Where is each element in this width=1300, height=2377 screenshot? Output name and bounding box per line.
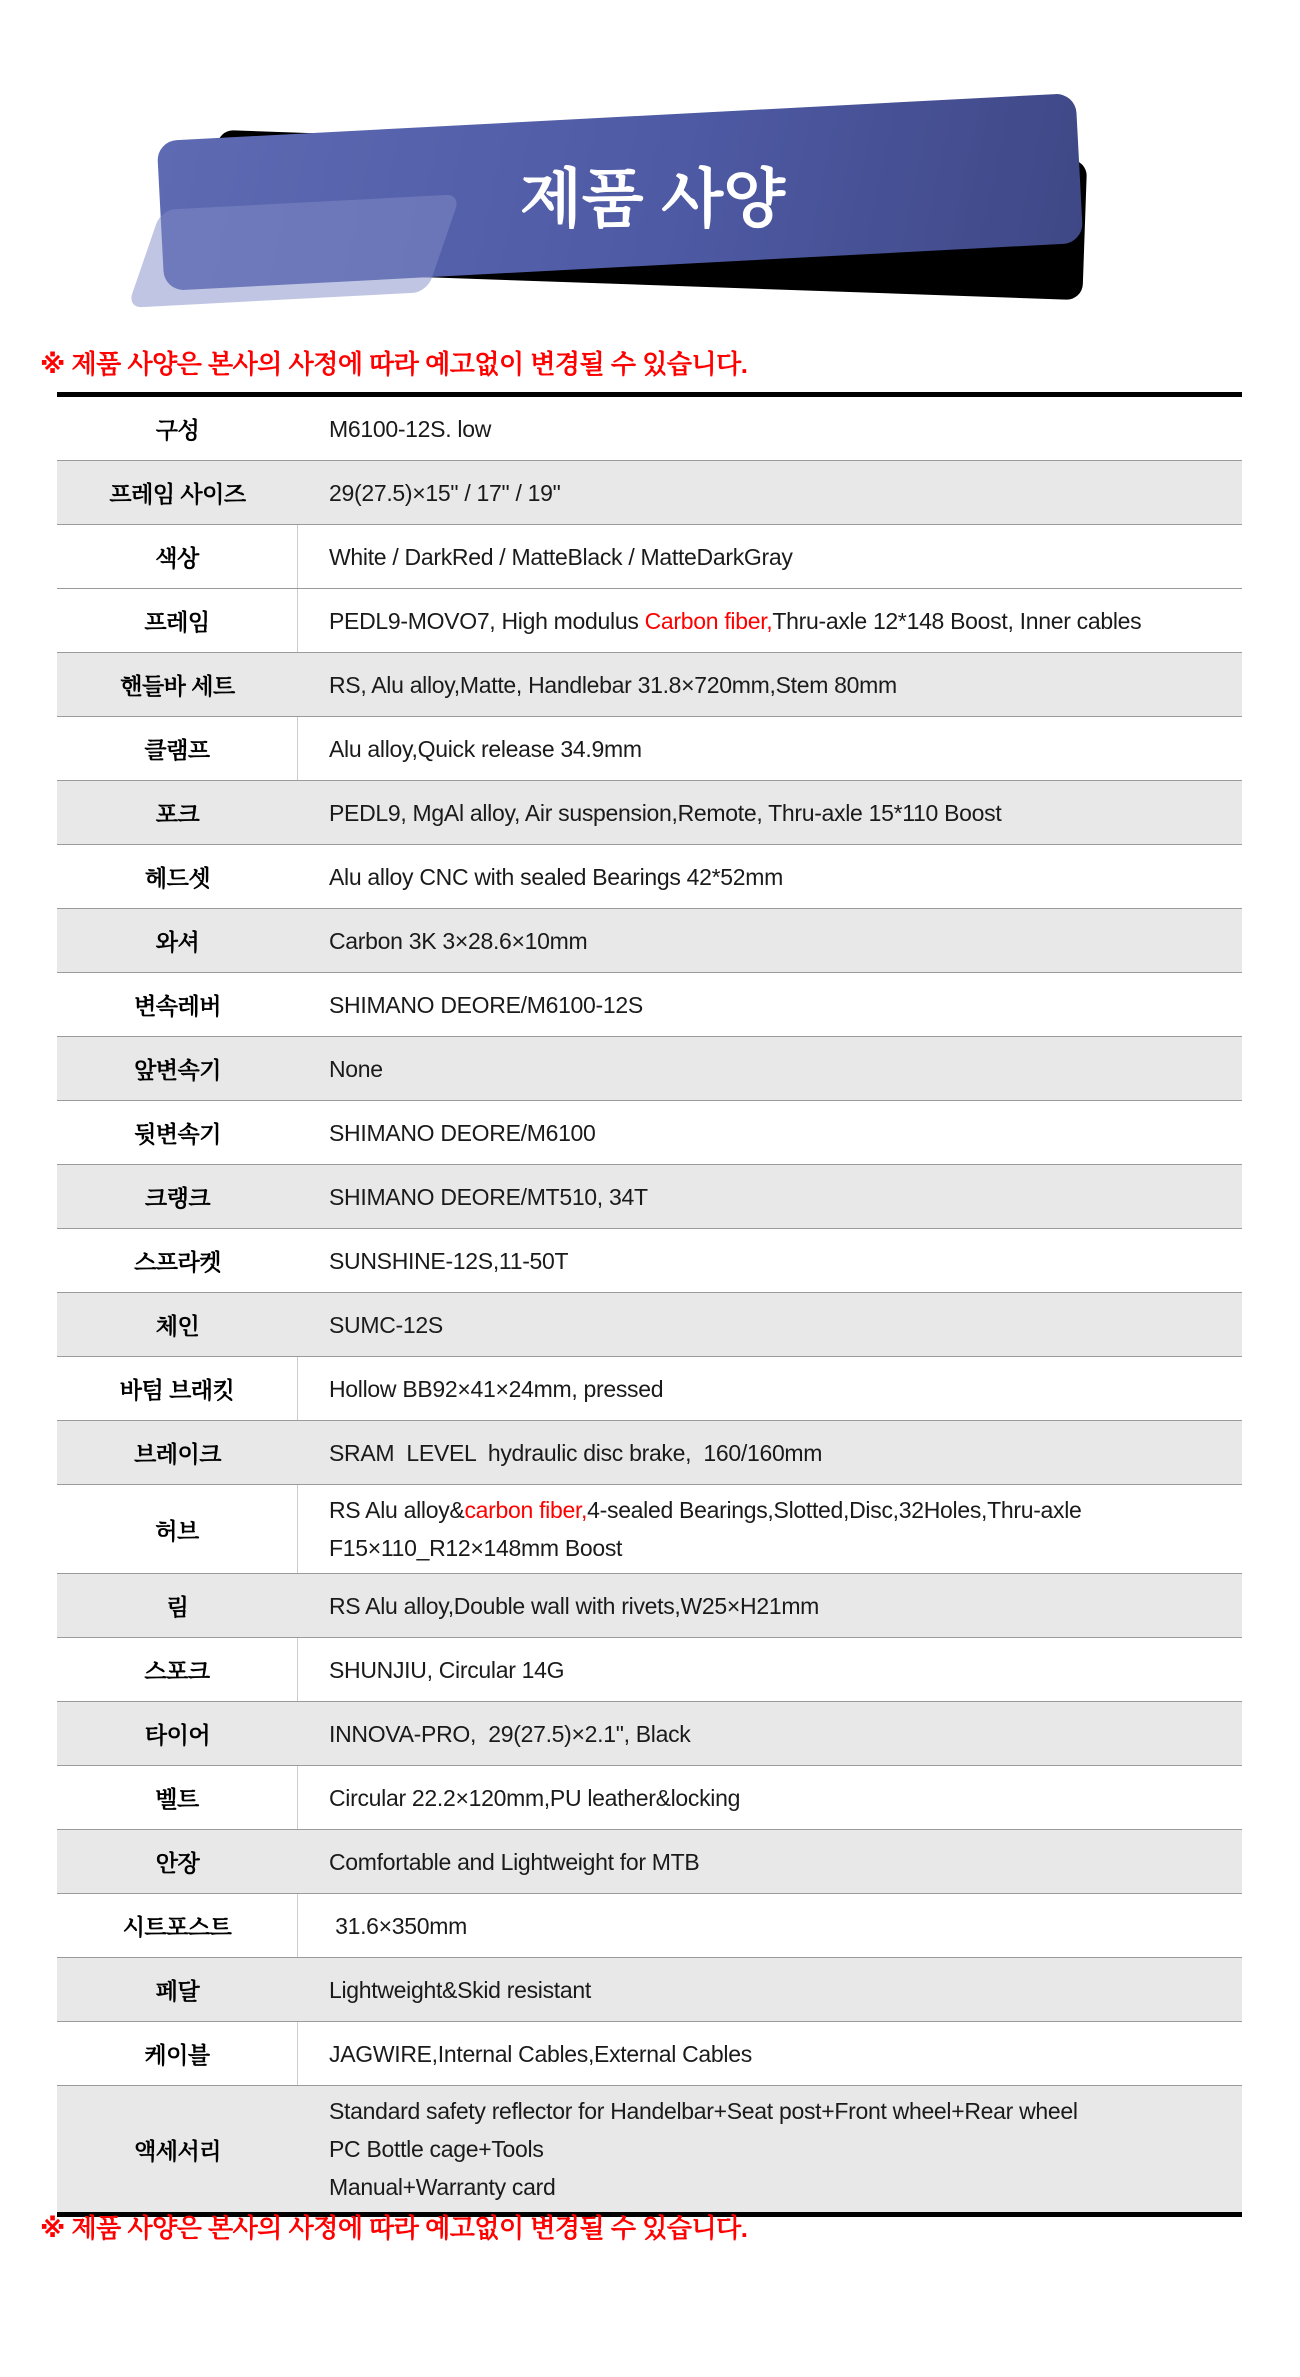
row-value-line: RS Alu alloy,Double wall with rivets,W25×H21mm [329,1592,820,1619]
row-value [298,1894,1242,1957]
table-row [57,1957,1242,2021]
row-value-line: SUNSHINE-12S,11-50T [329,1247,569,1274]
section-banner [150,105,1100,305]
row-label: 헤드셋 [144,865,211,891]
table-row [57,1701,1242,1765]
row-value [298,1293,1242,1356]
row-label: 체인 [155,1313,200,1339]
row-value [298,589,1242,652]
row-value-line: PEDL9-MOVO7, High modulus Carbon fiber,Thru-axle 12*148 Boost, Inner cables [329,607,1142,634]
row-label: 페달 [155,1978,200,2004]
row-value [298,1485,1242,1573]
table-row [57,1292,1242,1356]
row-value [298,2022,1242,2085]
row-label: 구성 [155,417,200,443]
row-label: 스포크 [57,1638,298,1701]
row-value-line: 31.6×350mm [329,1912,467,1939]
row-value [298,397,1242,460]
row-value-line: Carbon 3K 3×28.6×10mm [329,927,588,954]
row-value-line: SHUNJIU, Circular 14G [329,1656,565,1683]
row-value-line: SHIMANO DEORE/M6100 [329,1119,596,1146]
row-label: 프레임 [57,589,298,652]
row-value-line: PEDL9, MgAl alloy, Air suspension,Remote, Thru-axle 15*110 Boost [329,799,1002,826]
table-row [57,716,1242,780]
row-label: 포크 [155,801,200,827]
table-row [57,780,1242,844]
row-label: 안장 [155,1850,200,1876]
table-row [57,588,1242,652]
row-value-line: RS Alu alloy&carbon fiber,4-sealed Bearings,Slotted,Disc,32Holes,Thru-axle F15×110_R12×148mm Boost [329,1497,1088,1561]
row-label: 핸들바 세트 [120,673,235,699]
table-row [57,1573,1242,1637]
row-value [298,1766,1242,1829]
row-value-line: PC Bottle cage+Tools [329,2136,544,2162]
row-value-line: 29(27.5)×15" / 17" / 19" [329,479,561,506]
row-value [298,1165,1242,1228]
row-value [298,845,1242,908]
row-value-line: JAGWIRE,Internal Cables,External Cables [329,2040,752,2067]
spec-change-notice-bottom: ※ 제품 사양은 본사의 사정에 따라 예고없이 변경될 수 있습니다. [40,2213,748,2243]
row-value-line: White / DarkRed / MatteBlack / MatteDarkGray [329,543,793,570]
row-label: 클램프 [57,717,298,780]
row-label: 크랭크 [144,1185,211,1211]
table-row [57,1484,1242,1573]
row-value [298,1830,1242,1893]
row-label: 변속레버 [134,993,221,1019]
table-row [57,1420,1242,1484]
table-row [57,1100,1242,1164]
row-value [298,1037,1242,1100]
row-value [298,973,1242,1036]
row-value [298,1421,1242,1484]
row-label: 앞변속기 [134,1057,221,1083]
row-value-line: Manual+Warranty card [329,2174,556,2200]
row-label: 액세서리 [134,2137,221,2164]
row-label: 벨트 [57,1766,298,1829]
table-row [57,1637,1242,1701]
table-row [57,1164,1242,1228]
row-label: 색상 [57,525,298,588]
table-row [57,908,1242,972]
row-value-line: Alu alloy,Quick release 34.9mm [329,735,642,762]
row-label: 스프라켓 [134,1249,221,1275]
row-value [298,1574,1242,1637]
spec-table [57,392,1242,2217]
row-label: 케이블 [57,2022,298,2085]
row-label: 시트포스트 [57,1894,298,1957]
row-value-line: Alu alloy CNC with sealed Bearings 42*52mm [329,863,784,890]
row-value [298,525,1242,588]
table-row [57,1829,1242,1893]
row-value-line: Comfortable and Lightweight for MTB [329,1848,700,1875]
row-value-line: INNOVA-PRO, 29(27.5)×2.1", Black [329,1720,691,1747]
table-row [57,1893,1242,1957]
row-value-line: Hollow BB92×41×24mm, pressed [329,1375,664,1402]
table-row [57,524,1242,588]
row-value [298,909,1242,972]
table-row [57,972,1242,1036]
row-label: 와셔 [155,929,200,955]
row-label: 바텀 브래킷 [57,1357,298,1420]
table-row [57,460,1242,524]
table-row [57,1228,1242,1292]
row-value [298,1101,1242,1164]
table-row [57,1036,1242,1100]
table-row [57,397,1242,460]
row-value-line: SRAM LEVEL hydraulic disc brake, 160/160mm [329,1439,823,1466]
row-label: 뒷변속기 [134,1121,221,1147]
table-row [57,2021,1242,2085]
row-value [298,1638,1242,1701]
row-value-line: Circular 22.2×120mm,PU leather&locking [329,1784,741,1811]
row-label: 림 [166,1594,189,1620]
row-value-line: Standard safety reflector for Handelbar+Seat post+Front wheel+Rear wheel [329,2098,1078,2124]
table-row [57,1356,1242,1420]
table-row [57,844,1242,908]
row-label: 브레이크 [134,1441,221,1467]
row-value-line: SHIMANO DEORE/M6100-12S [329,991,643,1018]
table-row [57,652,1242,716]
row-value [298,1702,1242,1765]
row-label: 허브 [57,1485,298,1573]
row-label: 타이어 [144,1722,211,1748]
row-label: 프레임 사이즈 [109,481,246,507]
row-value-line: RS, Alu alloy,Matte, Handlebar 31.8×720mm,Stem 80mm [329,671,897,698]
row-value [298,717,1242,780]
table-row [57,2085,1242,2212]
row-value-line: SHIMANO DEORE/MT510, 34T [329,1183,648,1210]
row-value-line: SUMC-12S [329,1311,443,1338]
spec-change-notice-top: ※ 제품 사양은 본사의 사정에 따라 예고없이 변경될 수 있습니다. [40,349,748,379]
section-title: 제품 사양 [519,163,786,235]
row-value [298,1357,1242,1420]
row-value-line: Lightweight&Skid resistant [329,1976,591,2003]
row-value [298,781,1242,844]
row-value [298,461,1242,524]
row-value-line: M6100-12S. low [329,415,491,442]
row-value [298,2086,1242,2212]
row-value [298,653,1242,716]
row-value [298,1229,1242,1292]
row-value [298,1958,1242,2021]
row-value-line: None [329,1055,383,1082]
table-row [57,1765,1242,1829]
